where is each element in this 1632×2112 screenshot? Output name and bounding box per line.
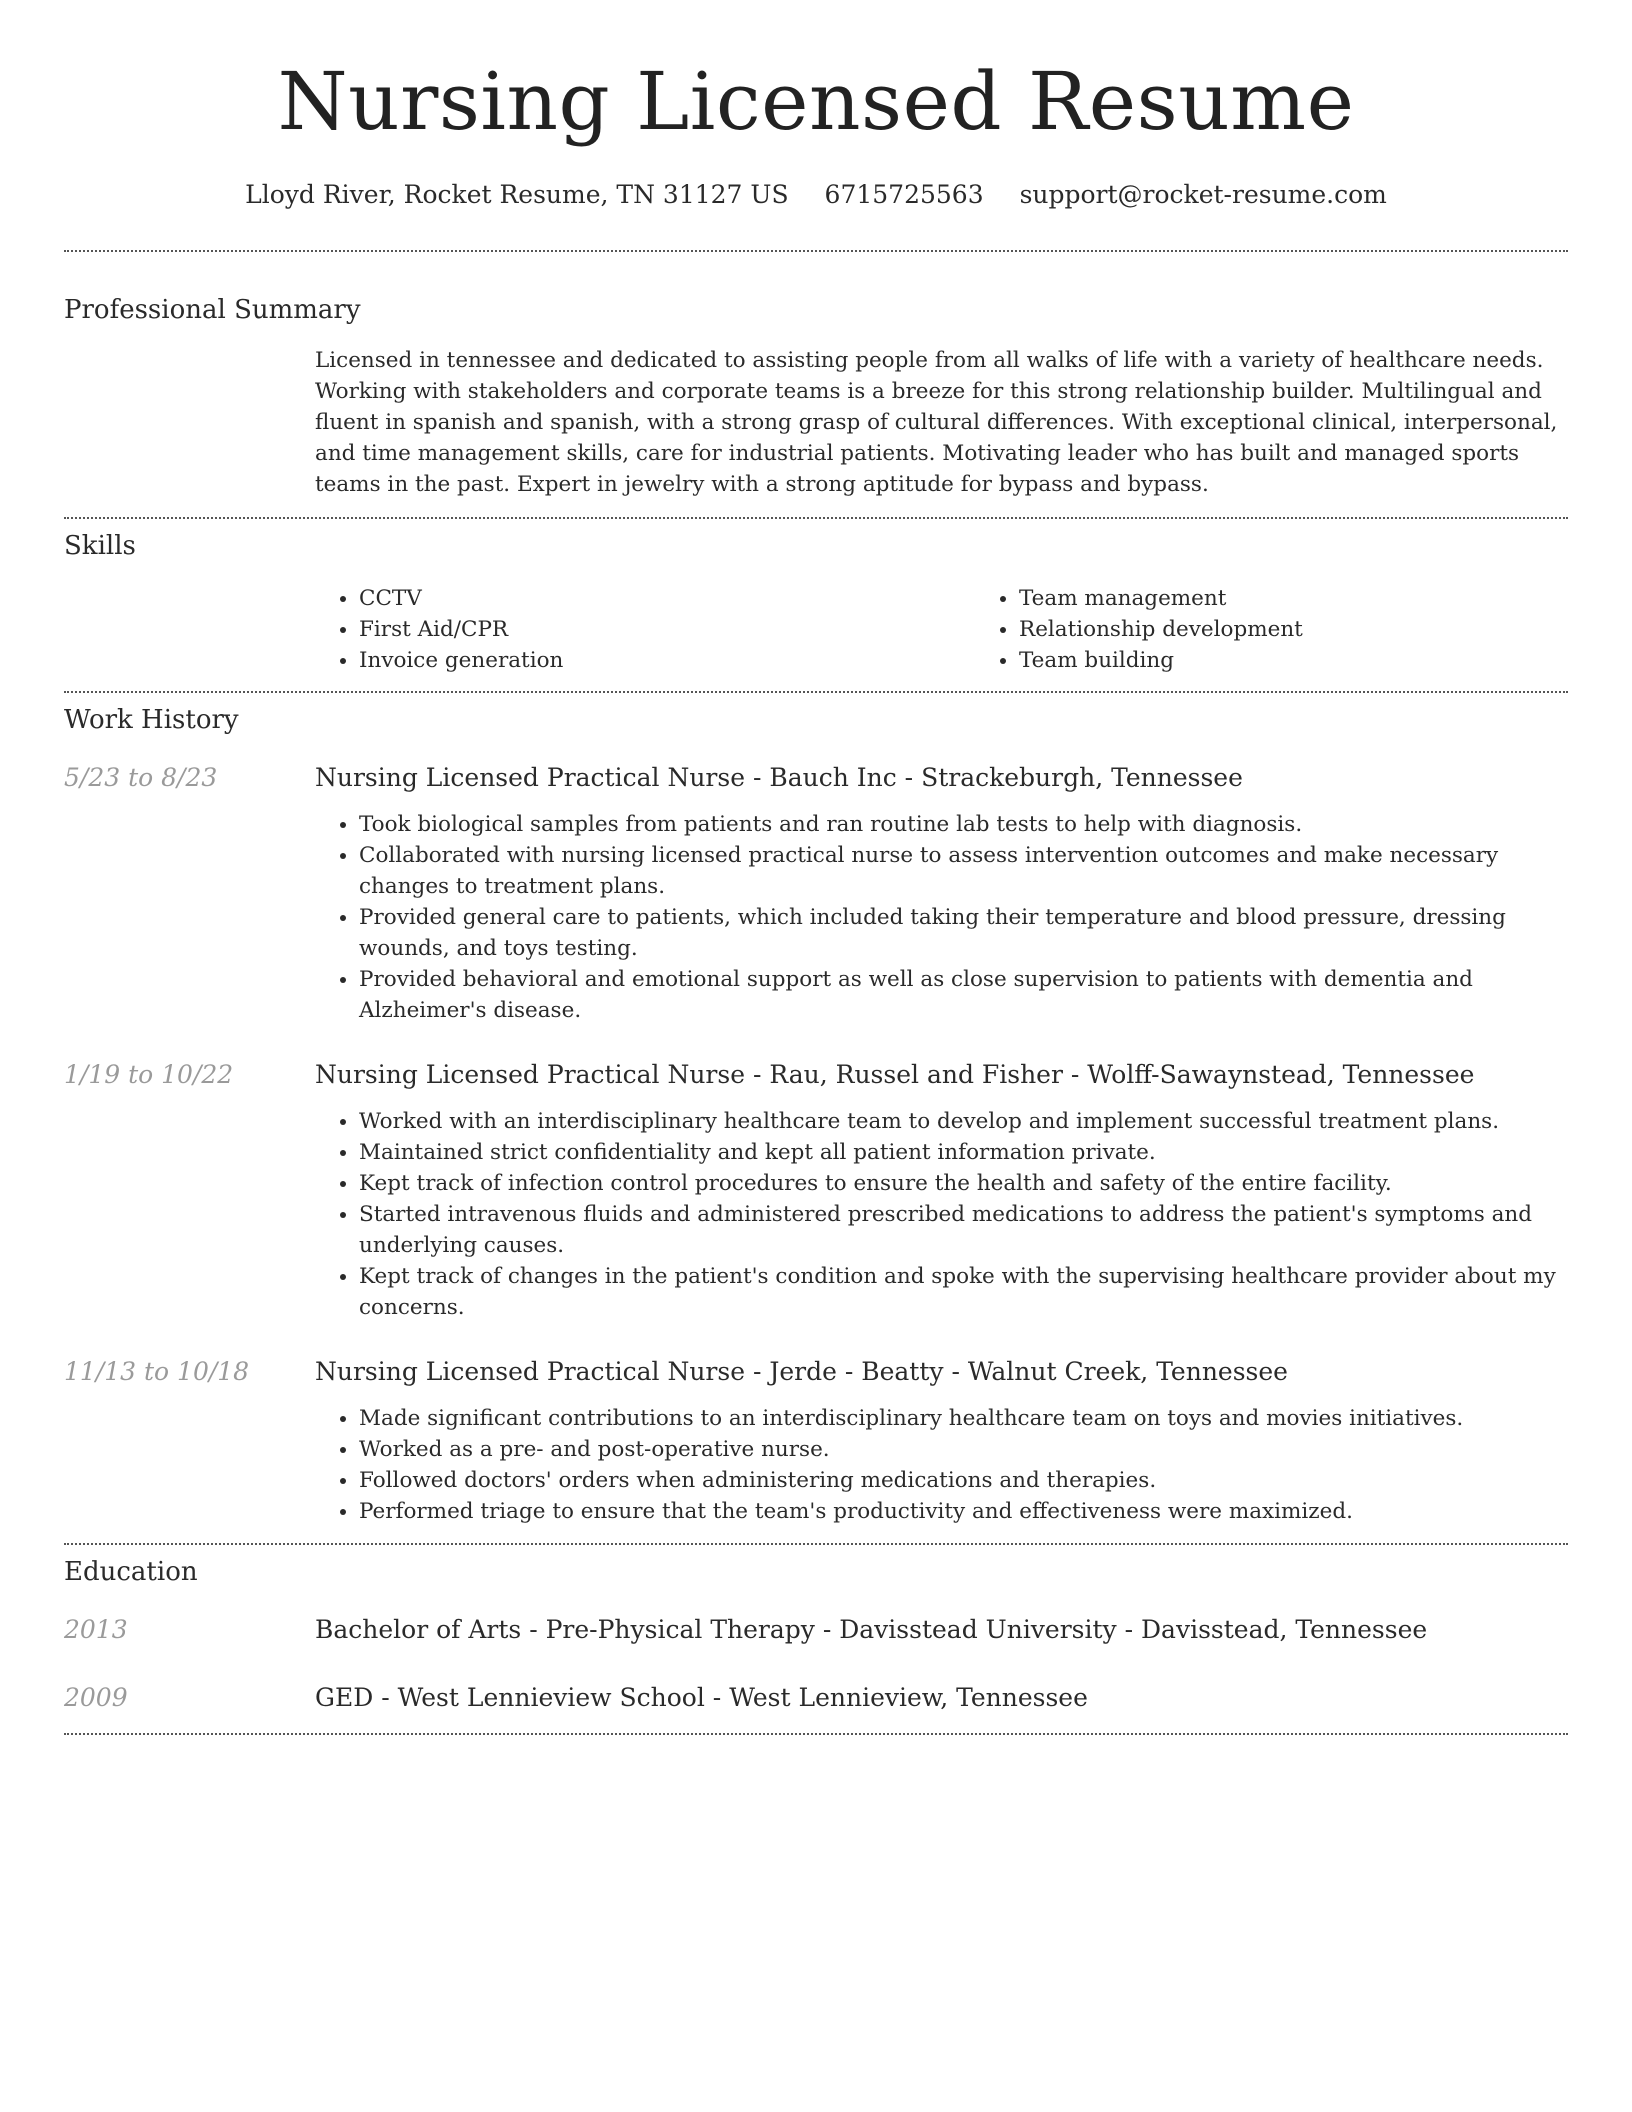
job-bullet: • Followed doctors' orders when administering medications and therapies. <box>359 1465 1568 1496</box>
job-bullet: • Kept track of infection control procedures to ensure the health and safety of the entire facility. <box>359 1168 1568 1199</box>
job-entry <box>64 1058 1568 1323</box>
skill-item: • Invoice generation <box>359 645 975 676</box>
work-section <box>64 693 1568 1543</box>
job-bullets <box>315 809 1568 1026</box>
job-title: Nursing Licensed Practical Nurse - Jerde - Beatty - Walnut Creek, Tennessee <box>315 1357 1288 1386</box>
job-title: Nursing Licensed Practical Nurse - Bauch Inc - Strackeburgh, Tennessee <box>315 763 1243 792</box>
job-bullet: • Maintained strict confidentiality and kept all patient information private. <box>359 1137 1568 1168</box>
section-title-education: Education <box>64 1557 198 1587</box>
summary-text: Licensed in tennessee and dedicated to assisting people from all walks of life with a variety of healthcare needs. Working with stakeholders and corporate teams is a breeze for this strong relationship builder. Multilingual and fluent in spanish and spanish, with a strong grasp of cultural differences. With exceptional clinical, interpersonal, and time management skills, care for industrial patients. Motivating leader who has built and managed sports teams in the past. Expert in jewelry with a strong aptitude for bypass and bypass. <box>315 348 1558 497</box>
job-bullet: • Worked with an interdisciplinary healthcare team to develop and implement successful treatment plans. <box>359 1106 1568 1137</box>
skill-item: • First Aid/CPR <box>359 614 975 645</box>
job-dates: 1/19 to 10/22 <box>64 1060 234 1089</box>
skill-item: • Relationship development <box>1019 614 1632 645</box>
job-entry <box>64 1355 1568 1527</box>
skill-item: • Team building <box>1019 645 1632 676</box>
skill-item: • CCTV <box>359 583 975 614</box>
job-bullet: • Provided behavioral and emotional support as well as close supervision to patients with dementia and Alzheimer's disease. <box>359 964 1568 1026</box>
skills-section <box>64 519 1568 691</box>
job-bullet: • Performed triage to ensure that the team's productivity and effectiveness were maximized. <box>359 1496 1568 1527</box>
section-title-skills: Skills <box>64 531 136 561</box>
job-bullet: • Collaborated with nursing licensed practical nurse to assess intervention outcomes and make necessary changes to treatment plans. <box>359 840 1568 902</box>
summary-section <box>64 252 1568 517</box>
job-bullets <box>315 1403 1568 1527</box>
section-title-summary: Professional Summary <box>64 295 361 325</box>
skill-item: • Team management <box>1019 583 1632 614</box>
job-bullets <box>315 1106 1568 1323</box>
skills-list-col2 <box>975 583 1632 676</box>
education-text: GED - West Lennieview School - West Lennieview, Tennessee <box>315 1683 1088 1712</box>
contact-address: Lloyd River, Rocket Resume, TN 31127 US <box>245 180 789 209</box>
education-section <box>64 1545 1568 1733</box>
contact-phone: 6715725563 <box>824 180 984 209</box>
education-year: 2009 <box>64 1683 128 1712</box>
job-title: Nursing Licensed Practical Nurse - Rau, Russel and Fisher - Wolff-Sawaynstead, Tennessee <box>315 1060 1475 1089</box>
contact-email: support@rocket-resume.com <box>1019 180 1387 209</box>
education-text: Bachelor of Arts - Pre-Physical Therapy - Davisstead University - Davisstead, Tennessee <box>315 1615 1428 1644</box>
divider <box>64 1733 1568 1735</box>
resume-title: Nursing Licensed Resume <box>277 55 1355 148</box>
contact-line <box>64 178 1568 212</box>
job-bullet: • Worked as a pre- and post-operative nurse. <box>359 1434 1568 1465</box>
job-bullet: • Started intravenous fluids and administered prescribed medications to address the patient's symptoms and underlying causes. <box>359 1199 1568 1261</box>
job-entry <box>64 761 1568 1026</box>
job-bullet: • Provided general care to patients, which included taking their temperature and blood pressure, dressing wounds, and toys testing. <box>359 902 1568 964</box>
job-bullet: • Kept track of changes in the patient's condition and spoke with the supervising healthcare provider about my concerns. <box>359 1261 1568 1323</box>
education-entry <box>64 1613 1568 1647</box>
job-dates: 11/13 to 10/18 <box>64 1357 250 1386</box>
education-entry <box>64 1681 1568 1715</box>
education-year: 2013 <box>64 1615 128 1644</box>
job-bullet: • Took biological samples from patients and ran routine lab tests to help with diagnosis. <box>359 809 1568 840</box>
job-dates: 5/23 to 8/23 <box>64 763 218 792</box>
skills-list-col1 <box>315 583 975 676</box>
job-bullet: • Made significant contributions to an interdisciplinary healthcare team on toys and movies initiatives. <box>359 1403 1568 1434</box>
section-title-work: Work History <box>64 705 239 735</box>
